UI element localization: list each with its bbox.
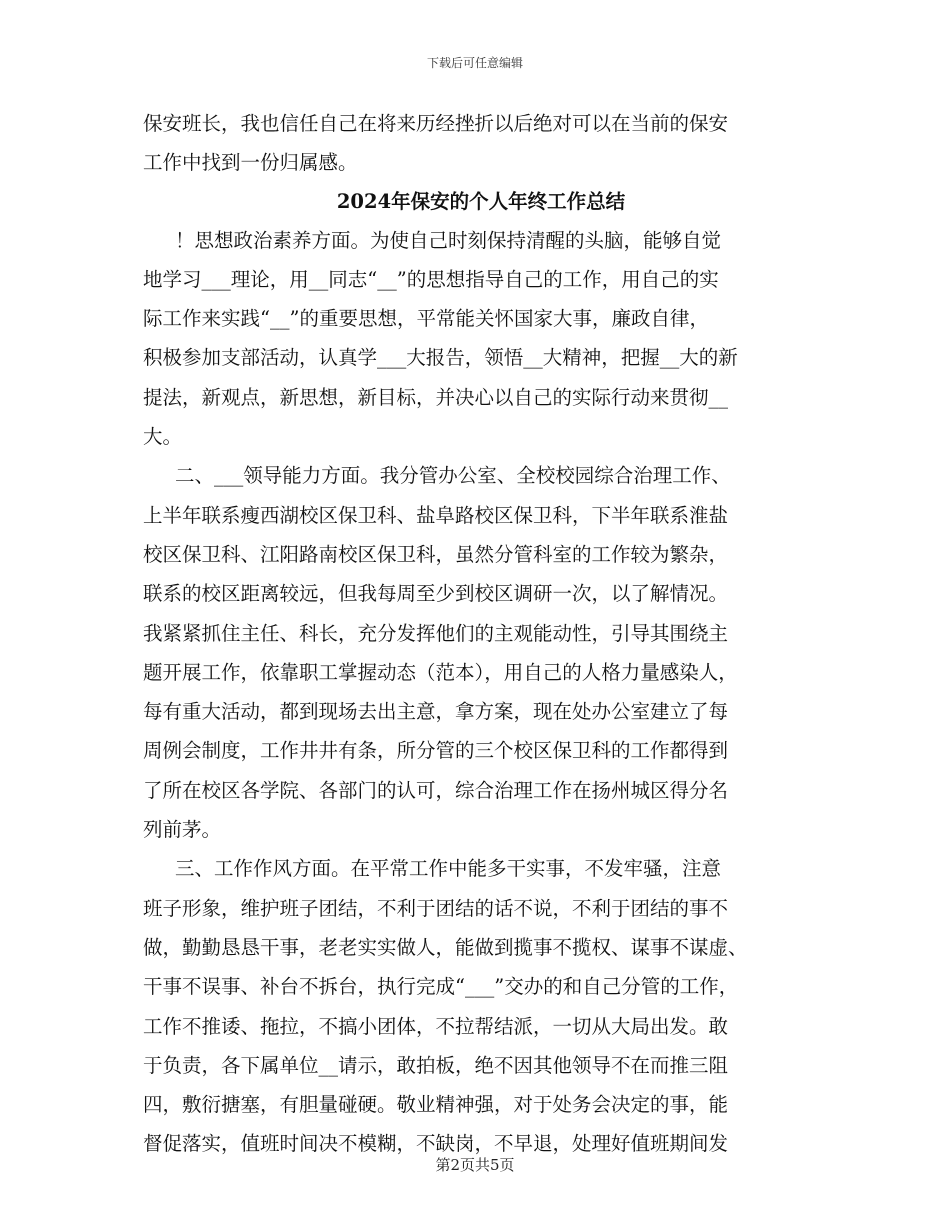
text-line: 工作不推诿、拖拉，不搞小团体，不拉帮结派，一切从大局出发。敢 <box>143 1014 729 1038</box>
text-line: 我紧紧抓住主任、科长，充分发挥他们的主观能动性，引导其围绕主 <box>143 621 729 645</box>
text-line: 校区保卫科、江阳路南校区保卫科，虽然分管科室的工作较为繁杂， <box>143 542 729 566</box>
text-line: 上半年联系瘦西湖校区保卫科、盐阜路校区保卫科，下半年联系淮盐 <box>143 503 729 527</box>
text-line: 督促落实，值班时间决不模糊，不缺岗，不早退，处理好值班期间发 <box>143 1132 729 1156</box>
text-line: 地学习___理论，用__同志“__”的思想指导自己的工作，用自己的实 <box>143 267 719 291</box>
text-line: 四，敷衍搪塞，有胆量碰硬。敬业精神强，对于处务会决定的事，能 <box>143 1093 729 1117</box>
text-line: 题开展工作，依靠职工掌握动态（范本），用自己的人格力量感染人， <box>143 660 738 684</box>
text-line: 联系的校区距离较远，但我每周至少到校区调研一次，以了解情况。 <box>143 582 729 606</box>
text-line: 做，勤勤恳恳干事，老老实实做人，能做到揽事不揽权、谋事不谋虚、 <box>143 935 748 959</box>
text-line: 提法，新观点，新思想，新目标，并决心以自己的实际行动来贯彻__ <box>143 385 729 409</box>
text-line: 际工作来实践“__”的重要思想，平常能关怀国家大事，廉政自律， <box>143 307 709 331</box>
text-line: 工作中找到一份归属感。 <box>143 151 358 175</box>
page-number: 第2页共5页 <box>435 1156 515 1174</box>
text-line: 干事不误事、补台不拆台，执行完成“___”交办的和自己分管的工作， <box>143 975 739 999</box>
document-body <box>143 104 811 1164</box>
header-note: 下载后可任意编辑 <box>426 56 523 70</box>
text-line: 列前茅。 <box>143 818 222 842</box>
text-line: 于负责，各下属单位__请示，敢拍板，绝不因其他领导不在而推三阻 <box>143 1053 729 1077</box>
body-text <box>143 221 811 1164</box>
text-line: 每有重大活动，都到现场去出主意，拿方案，现在处办公室建立了每 <box>143 700 729 724</box>
paragraph-first-line: ！思想政治素养方面。为使自己时刻保持清醒的头脑，能够自觉 <box>175 228 722 252</box>
text-line: 积极参加支部活动，认真学___大报告，领悟__大精神，把握__大的新 <box>143 346 738 370</box>
document-title: 2024年保安的个人年终工作总结 <box>336 189 626 213</box>
paragraph-first-line: 三、工作作风方面。在平常工作中能多干实事，不发牢骚，注意 <box>175 857 722 881</box>
text-line: 了所在校区各学院、各部门的认可，综合治理工作在扬州城区得分名 <box>143 778 729 802</box>
text-line: 保安班长，我也信任自己在将来历经挫折以后绝对可以在当前的保安 <box>143 112 729 135</box>
paragraph-first-line: 二、___领导能力方面。我分管办公室、全校校园综合治理工作、 <box>175 464 731 488</box>
text-line: 大。 <box>143 425 183 449</box>
intro-paragraph <box>143 104 811 183</box>
text-line: 周例会制度，工作井井有条，所分管的三个校区保卫科的工作都得到 <box>143 739 729 763</box>
text-line: 班子形象，维护班子团结，不利于团结的话不说，不利于团结的事不 <box>143 896 729 920</box>
